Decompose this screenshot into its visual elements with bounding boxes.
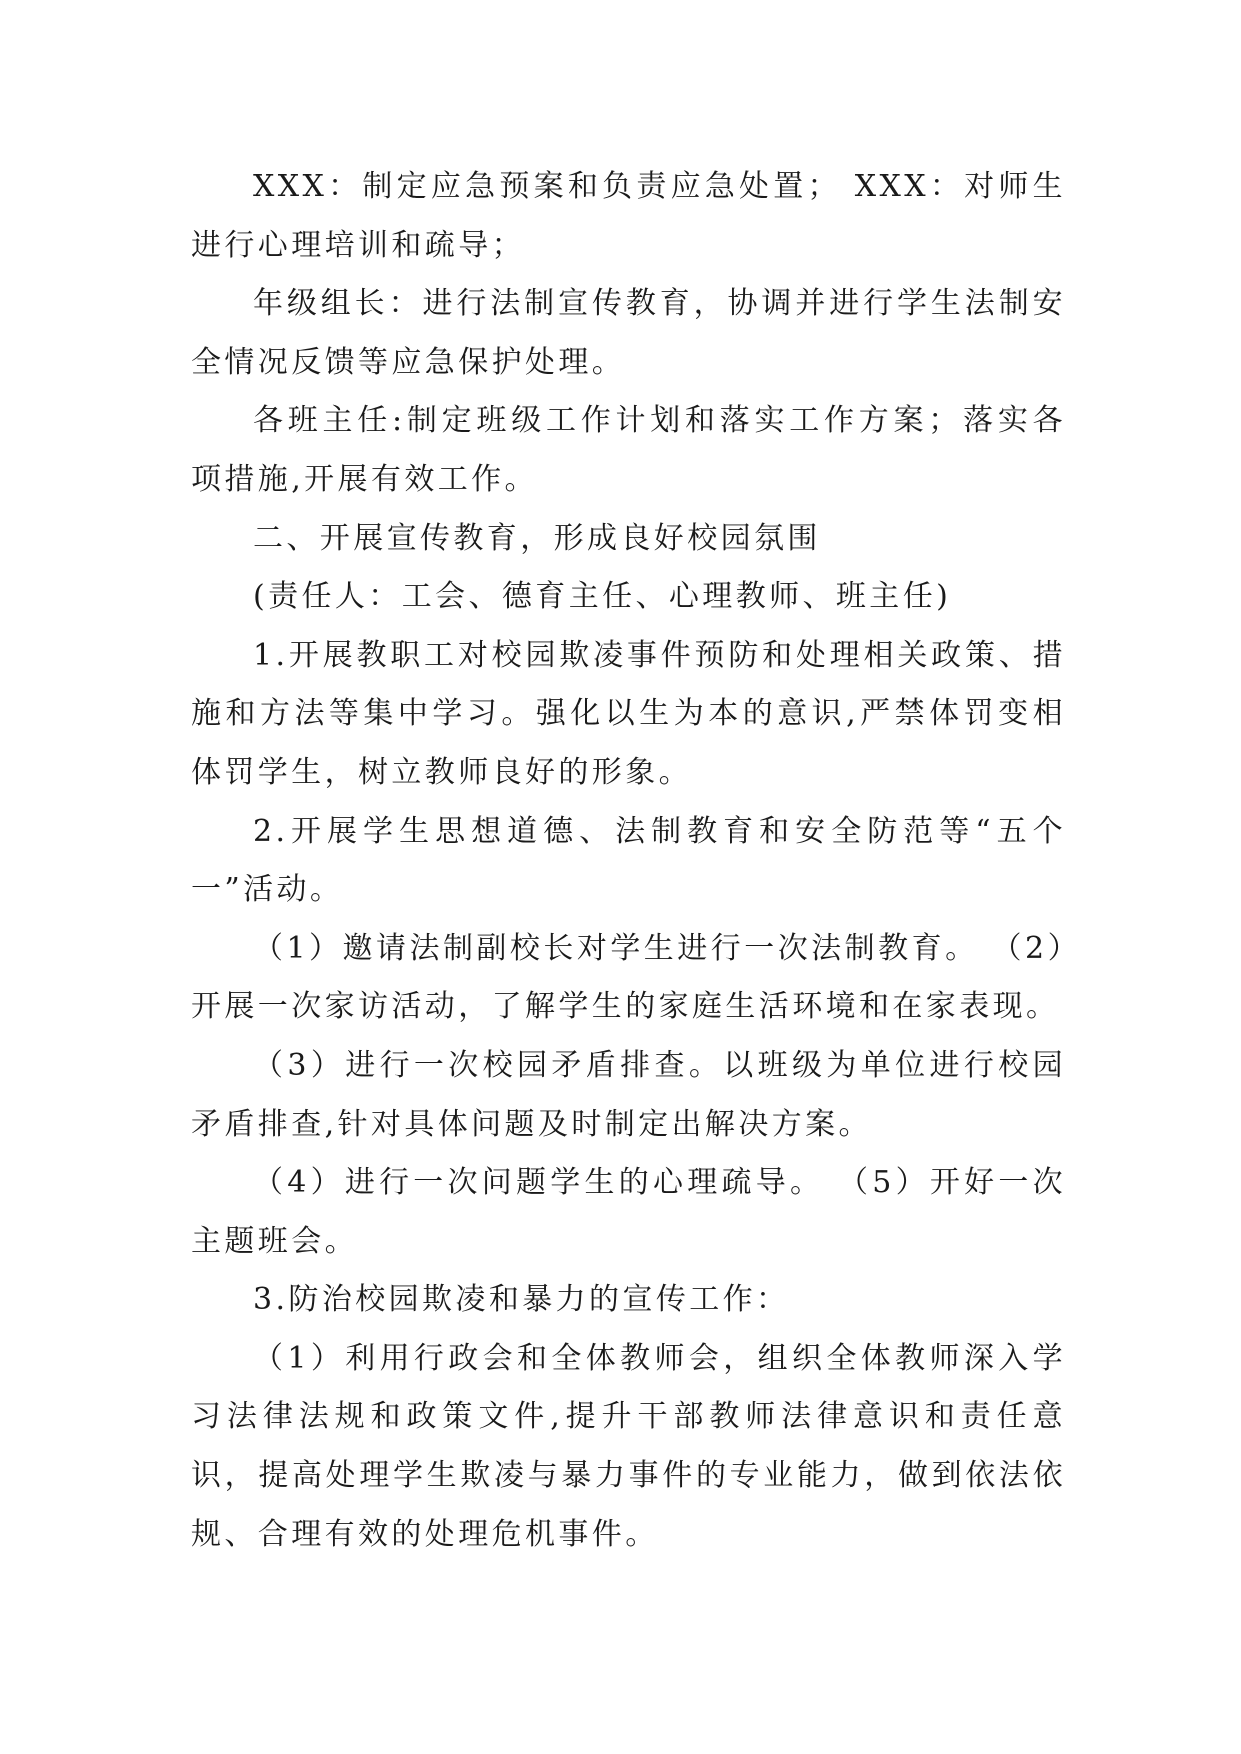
sub-item-1-2: （1）邀请法制副校长对学生进行一次法制教育。 （2）开展一次家访活动，了解学生的家庭生活环境和在家表现。 <box>191 930 1066 1025</box>
paragraph-grade-leader: 年级组长：进行法制宣传教育，协调并进行学生法制安全情况反馈等应急保护处理。 <box>191 286 1066 380</box>
body-text <box>191 158 1066 1564</box>
sub-item-3: （3）进行一次校园矛盾排查。以班级为单位进行校园矛盾排查,针对具体问题及时制定出解决方案。 <box>191 1047 1066 1142</box>
paragraph-item-1: 1.开展教职工对校园欺凌事件预防和处理相关政策、措施和方法等集中学习。强化以生为本的意识,严禁体罚变相体罚学生，树立教师良好的形象。 <box>191 637 1066 790</box>
sub-item-3-1: （1）利用行政会和全体教师会，组织全体教师深入学习法律法规和政策文件,提升干部教师法律意识和责任意识，提高处理学生欺凌与暴力事件的专业能力，做到依法依规、合理有效的处理危机事件。 <box>191 1340 1066 1552</box>
paragraph-responsibilities-xxx: XXX：制定应急预案和负责应急处置； XXX：对师生进行心理培训和疏导； <box>191 169 1066 263</box>
section-heading-2: 二、开展宣传教育，形成良好校园氛围 <box>253 520 821 556</box>
paragraph-item-3: 3.防治校园欺凌和暴力的宣传工作： <box>253 1282 790 1318</box>
responsible-persons: (责任人：工会、德育主任、心理教师、班主任) <box>253 579 952 615</box>
sub-item-4-5: （4）进行一次问题学生的心理疏导。 （5）开好一次主题班会。 <box>191 1165 1066 1259</box>
paragraph-class-teachers: 各班主任:制定班级工作计划和落实工作方案；落实各项措施,开展有效工作。 <box>191 403 1066 497</box>
paragraph-item-2: 2.开展学生思想道德、法制教育和安全防范等“五个一”活动。 <box>191 813 1066 908</box>
